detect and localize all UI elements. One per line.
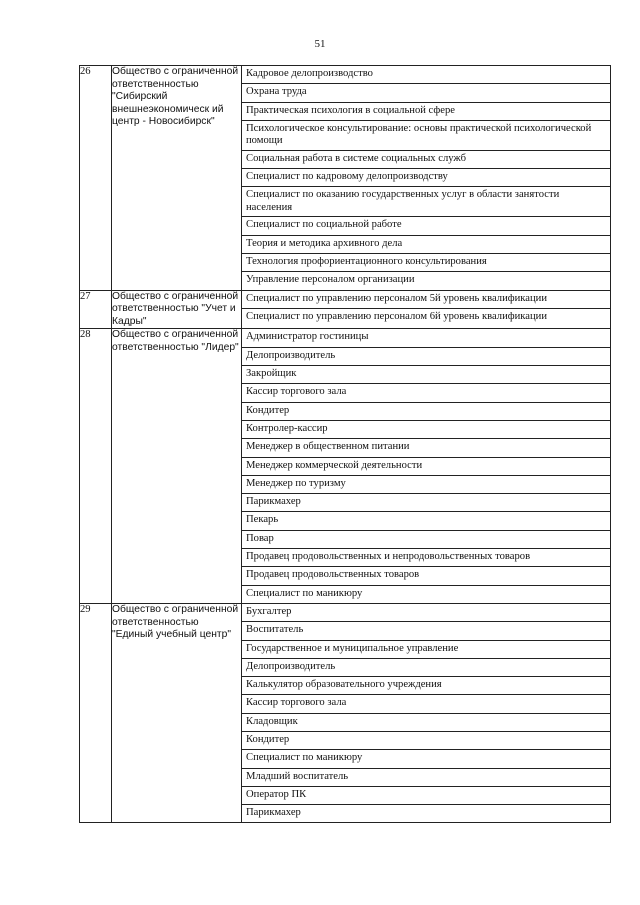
- table-row: [80, 603, 611, 823]
- course-item: Парикмахер: [242, 494, 610, 512]
- course-item: Калькулятор образовательного учреждения: [242, 677, 610, 695]
- course-item: Управление персоналом организации: [246, 274, 415, 286]
- course-item: Технология профориентационного консультирования: [242, 254, 610, 272]
- course-item: Специалист по кадровому делопроизводству: [242, 169, 610, 187]
- course-item: Теория и методика архивного дела: [242, 236, 610, 254]
- course-item: Продавец продовольственных товаров: [242, 567, 610, 585]
- row-number: 27: [80, 290, 112, 329]
- course-list: [242, 290, 611, 329]
- organization-name: Общество с ограниченной ответственностью "Единый учебный центр": [112, 603, 242, 823]
- course-item: Пекарь: [242, 512, 610, 530]
- course-item: Парикмахер: [246, 807, 301, 819]
- course-item: Менеджер коммерческой деятельности: [242, 458, 610, 476]
- course-item: Кладовщик: [242, 714, 610, 732]
- course-item: Специалист по социальной работе: [242, 217, 610, 235]
- row-number: 29: [80, 603, 112, 823]
- course-item: Менеджер по туризму: [242, 476, 610, 494]
- course-item: Младший воспитатель: [242, 769, 610, 787]
- course-item: Делопроизводитель: [242, 659, 610, 677]
- organizations-table: [79, 65, 611, 823]
- organization-name: Общество с ограниченной ответственностью "Лидер": [112, 329, 242, 603]
- course-item: Специалист по маникюру: [242, 750, 610, 768]
- course-item: Кадровое делопроизводство: [242, 66, 610, 84]
- course-item: Оператор ПК: [242, 787, 610, 805]
- course-item: Охрана труда: [242, 84, 610, 102]
- row-number: 28: [80, 329, 112, 603]
- course-item: Делопроизводитель: [242, 348, 610, 366]
- page-number: 51: [314, 38, 326, 50]
- course-list: [242, 329, 611, 603]
- table-row: [80, 329, 611, 603]
- table-body: [80, 66, 611, 823]
- course-item: Кассир торгового зала: [242, 384, 610, 402]
- course-item: Специалист по управлению персоналом 5й уровень квалификации: [242, 291, 610, 309]
- course-item: Социальная работа в системе социальных служб: [242, 151, 610, 169]
- table-row: [80, 290, 611, 329]
- course-item: Закройщик: [242, 366, 610, 384]
- course-item: Специалист по оказанию государственных услуг в области занятости населения: [242, 187, 610, 217]
- course-item: Воспитатель: [242, 622, 610, 640]
- organization-name: Общество с ограниченной ответственностью "Учет и Кадры": [112, 290, 242, 329]
- organization-name: Общество с ограниченной ответственностью "Сибирский внешнеэкономическ ий центр - Новосибирск": [112, 66, 242, 291]
- course-list: [242, 66, 611, 291]
- course-item: Специалист по управлению персоналом 6й уровень квалификации: [246, 310, 547, 322]
- course-item: Администратор гостиницы: [242, 329, 610, 347]
- course-item: Практическая психология в социальной сфере: [242, 103, 610, 121]
- row-number: 26: [80, 66, 112, 291]
- course-item: Государственное и муниципальное управление: [242, 641, 610, 659]
- course-item: Кассир торгового зала: [242, 695, 610, 713]
- course-item: Менеджер в общественном питании: [242, 439, 610, 457]
- table-row: [80, 66, 611, 291]
- course-item: Продавец продовольственных и непродовольственных товаров: [242, 549, 610, 567]
- course-list: [242, 603, 611, 823]
- course-item: Повар: [242, 531, 610, 549]
- course-item: Кондитер: [242, 403, 610, 421]
- course-item: Психологическое консультирование: основы практической психологической помощи: [242, 121, 610, 151]
- course-item: Контролер-кассир: [242, 421, 610, 439]
- course-item: Специалист по маникюру: [246, 587, 363, 599]
- course-item: Бухгалтер: [242, 604, 610, 622]
- course-item: Кондитер: [242, 732, 610, 750]
